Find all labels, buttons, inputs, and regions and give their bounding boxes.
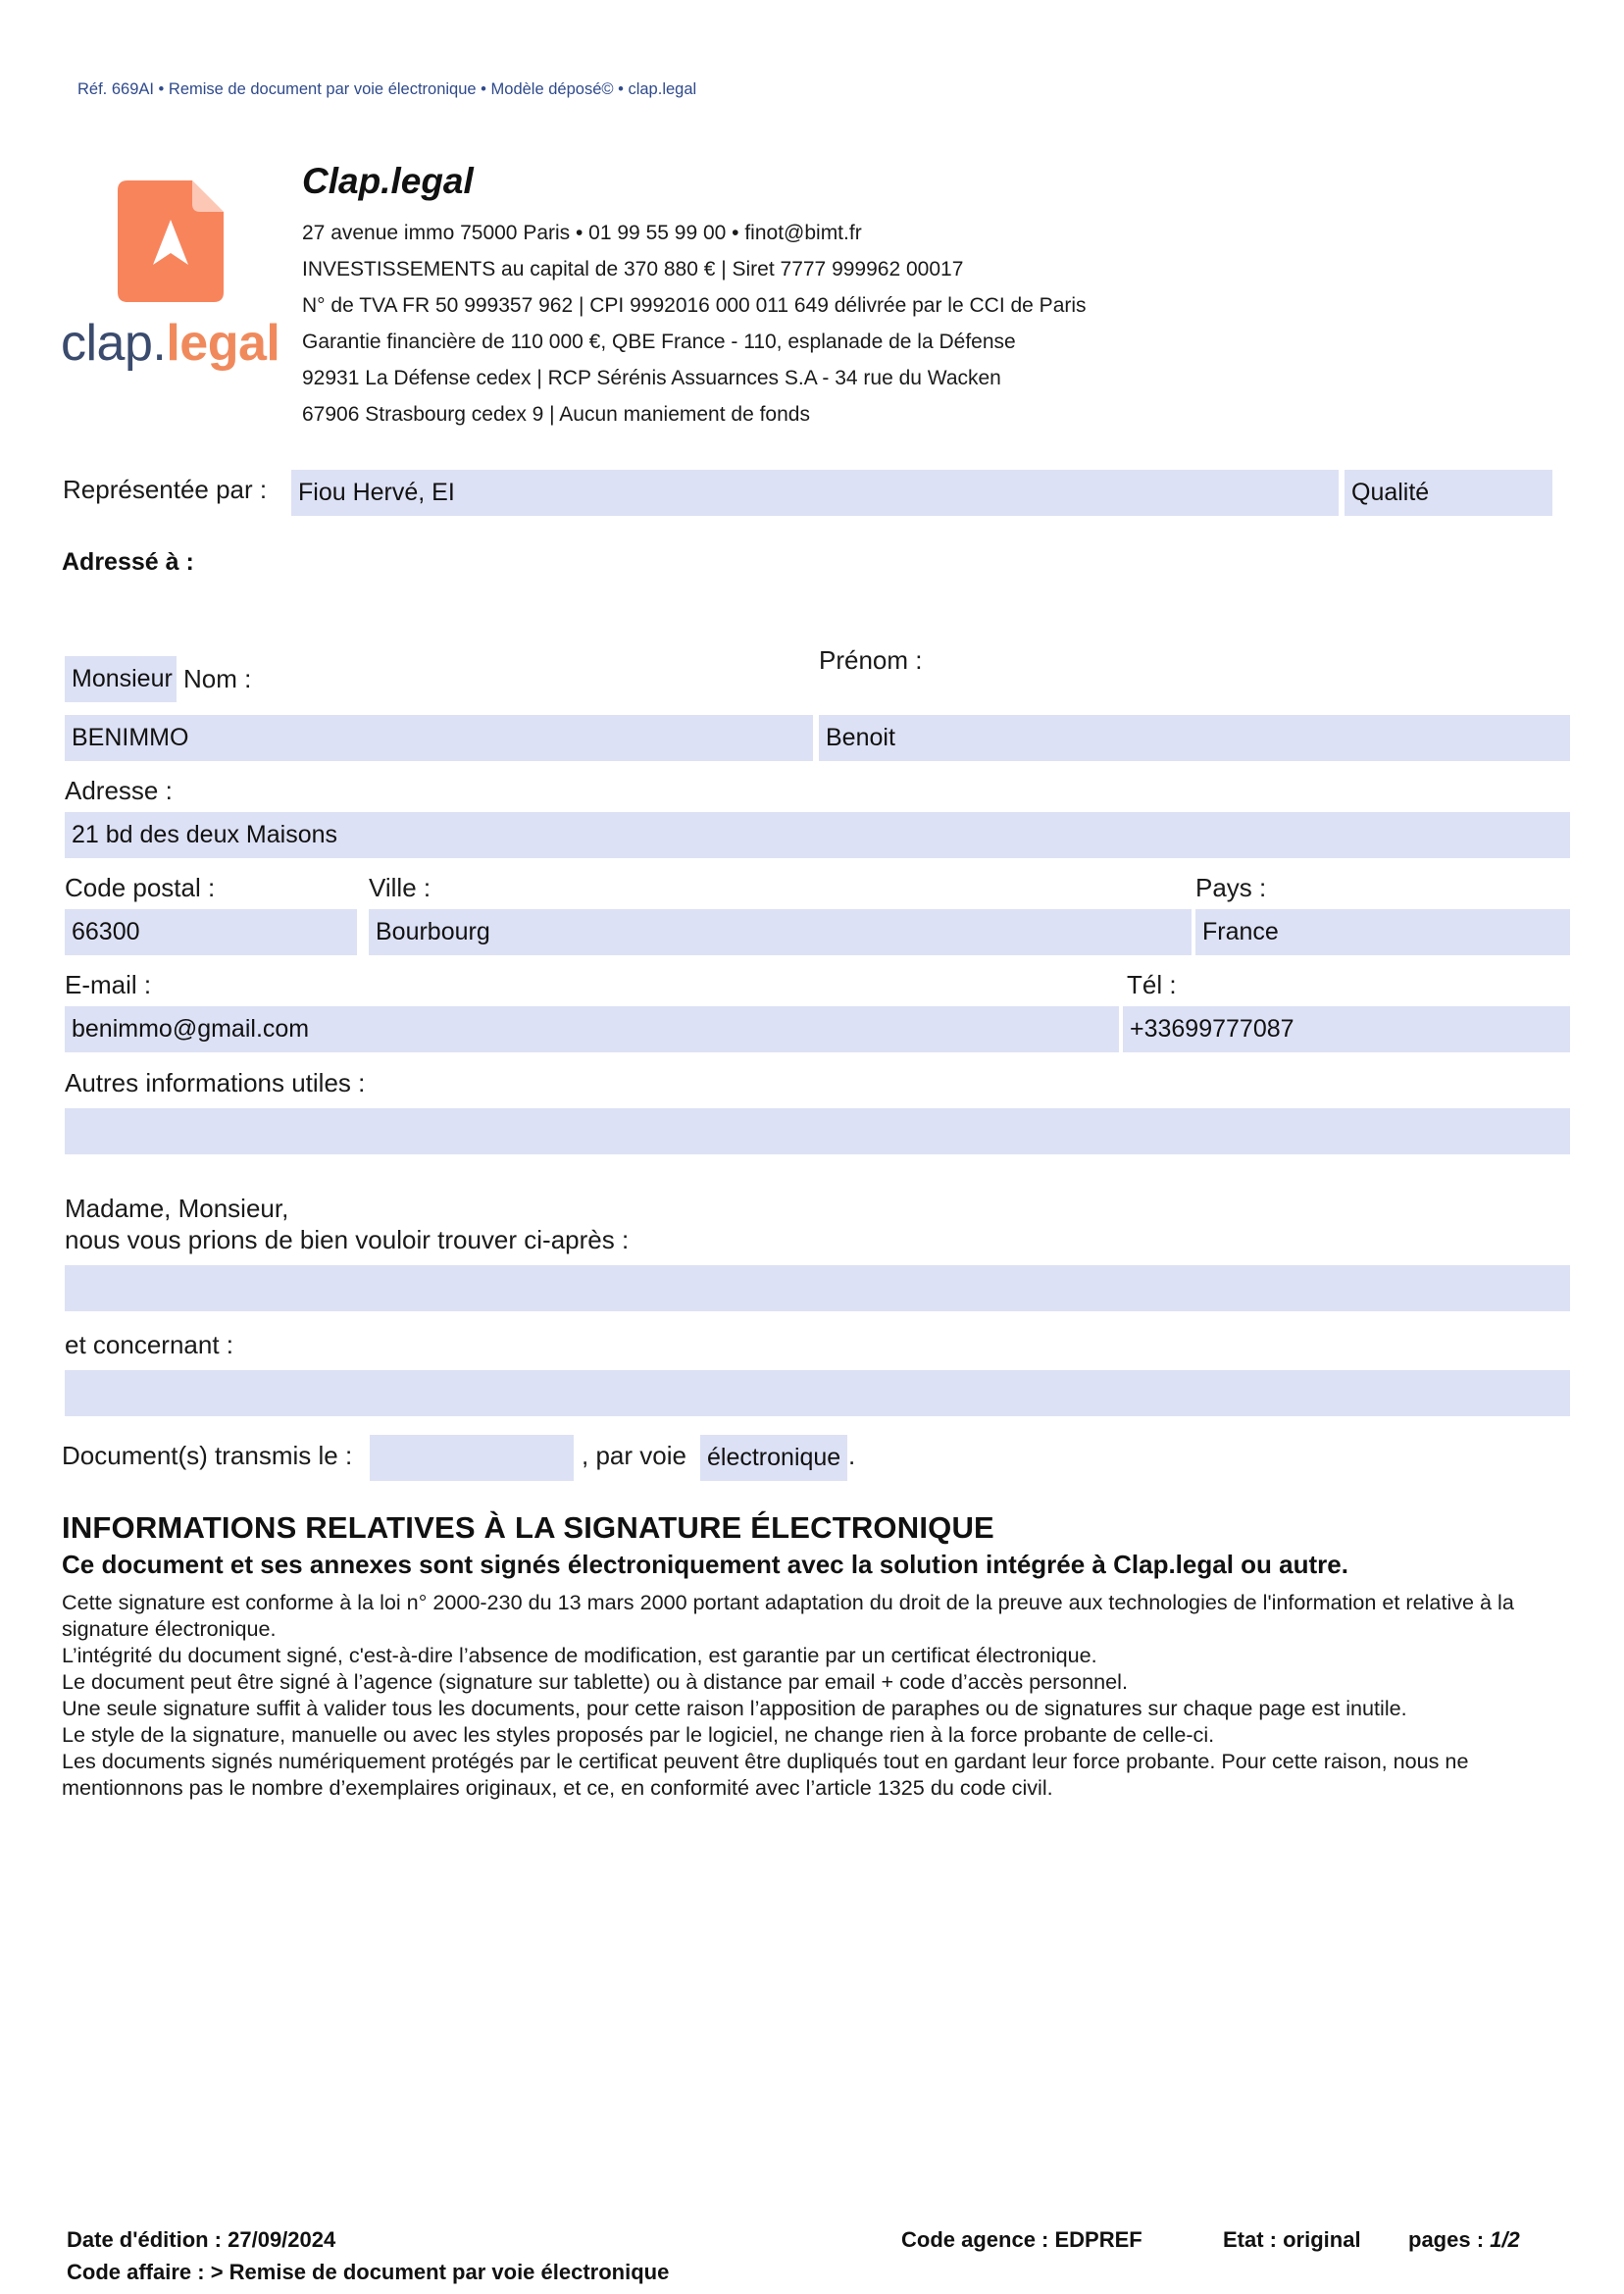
address-field[interactable]: 21 bd des deux Maisons <box>65 812 1570 858</box>
signature-paragraph: L’intégrité du document signé, c'est-à-dire l’absence de modification, est garantie par un certificat électronique. <box>62 1643 1097 1667</box>
firstname-label: Prénom : <box>819 645 923 675</box>
postal-code-field[interactable]: 66300 <box>65 909 357 955</box>
country-label: Pays : <box>1195 873 1267 902</box>
signature-section-subtitle: Ce document et ses annexes sont signés électroniquement avec la solution intégrée à Clap.legal ou autre. <box>62 1550 1348 1579</box>
city-label: Ville : <box>369 873 431 902</box>
transmitted-label: Document(s) transmis le : <box>62 1441 353 1470</box>
signature-paragraph: Les documents signés numériquement protégés par le certificat peuvent être dupliqués tout en gardant leur force probante. Pour cette raison, nous ne mentionnons pas le nombre d’exemplaires originaux, et ce, en conformité avec l’article 1325 du code civil. <box>62 1749 1469 1800</box>
edition-date: Date d'édition : 27/09/2024 <box>67 2227 336 2252</box>
company-address-line: 27 avenue immo 75000 Paris • 01 99 55 99 00 • finot@bimt.fr <box>302 222 862 244</box>
logo-word-part1: clap. <box>61 315 167 372</box>
company-rcp-line: 92931 La Défense cedex | RCP Sérénis Assuarnces S.A - 34 rue du Wacken <box>302 367 1001 389</box>
address-label: Adresse : <box>65 776 173 805</box>
company-capital-line: INVESTISSEMENTS au capital de 370 880 € | Siret 7777 999962 00017 <box>302 258 964 280</box>
signature-paragraph: Cette signature est conforme à la loi n° 2000-230 du 13 mars 2000 portant adaptation du droit de la preuve aux technologies de l'information et relative à la signature électronique. <box>62 1590 1514 1641</box>
logo-wordmark <box>61 314 279 373</box>
agency-code: Code agence : EDPREF <box>901 2227 1142 2252</box>
firstname-field[interactable]: Benoit <box>819 715 1570 761</box>
transmitted-date-field[interactable] <box>370 1435 574 1481</box>
postal-code-label: Code postal : <box>65 873 216 902</box>
company-name: Clap.legal <box>302 161 474 201</box>
signature-section-body <box>62 1589 1576 1801</box>
other-info-label: Autres informations utiles : <box>65 1068 366 1097</box>
company-guarantee-line: Garantie financière de 110 000 €, QBE France - 110, esplanade de la Défense <box>302 331 1016 353</box>
concerning-label: et concernant : <box>65 1330 233 1359</box>
country-field[interactable]: France <box>1195 909 1570 955</box>
company-city-line: 67906 Strasbourg cedex 9 | Aucun maniement de fonds <box>302 403 810 426</box>
concerning-field[interactable] <box>65 1370 1570 1416</box>
document-reference: Réf. 669AI • Remise de document par voie électronique • Modèle déposé© • clap.legal <box>77 80 697 98</box>
logo-word-part2: legal <box>166 315 280 372</box>
intro-text: nous vous prions de bien vouloir trouver ci-après : <box>65 1225 630 1254</box>
addressee-heading: Adressé à : <box>62 548 194 576</box>
transmission-mode-field[interactable]: électronique <box>700 1435 847 1481</box>
page-indicator <box>1408 2227 1520 2253</box>
case-code: Code affaire : > Remise de document par voie électronique <box>67 2260 670 2284</box>
email-label: E-mail : <box>65 970 152 999</box>
representative-label: Représentée par : <box>63 475 268 504</box>
by-way-label: , par voie <box>582 1441 686 1470</box>
name-field[interactable]: BENIMMO <box>65 715 813 761</box>
company-vat-line: N° de TVA FR 50 999357 962 | CPI 9992016 000 011 649 délivrée par le CCI de Paris <box>302 294 1087 317</box>
email-field[interactable]: benimmo@gmail.com <box>65 1006 1119 1052</box>
documents-field[interactable] <box>65 1265 1570 1311</box>
pages-label: pages : <box>1408 2227 1485 2252</box>
quality-field[interactable]: Qualité <box>1345 470 1552 516</box>
signature-section-title: INFORMATIONS RELATIVES À LA SIGNATURE ÉLECTRONIQUE <box>62 1510 994 1545</box>
pages-value: 1/2 <box>1490 2227 1520 2252</box>
signature-paragraph: Le document peut être signé à l’agence (signature sur tablette) ou à distance par email + code d’accès personnel. <box>62 1669 1128 1694</box>
greeting-text: Madame, Monsieur, <box>65 1194 289 1223</box>
civility-field[interactable]: Monsieur <box>65 656 177 702</box>
city-field[interactable]: Bourbourg <box>369 909 1192 955</box>
period-text: . <box>848 1441 856 1470</box>
representative-field[interactable]: Fiou Hervé, EI <box>291 470 1339 516</box>
signature-paragraph: Le style de la signature, manuelle ou avec les styles proposés par le logiciel, ne change rien à la force probante de celle-ci. <box>62 1722 1215 1747</box>
signature-paragraph: Une seule signature suffit à valider tous les documents, pour cette raison l’apposition de paraphes ou de signatures sur chaque page est inutile. <box>62 1696 1407 1720</box>
document-arrow-icon <box>118 180 224 302</box>
other-info-field[interactable] <box>65 1108 1570 1154</box>
phone-field[interactable]: +33699777087 <box>1123 1006 1570 1052</box>
document-state: Etat : original <box>1223 2227 1361 2252</box>
phone-label: Tél : <box>1127 970 1177 999</box>
name-label: Nom : <box>183 664 252 693</box>
